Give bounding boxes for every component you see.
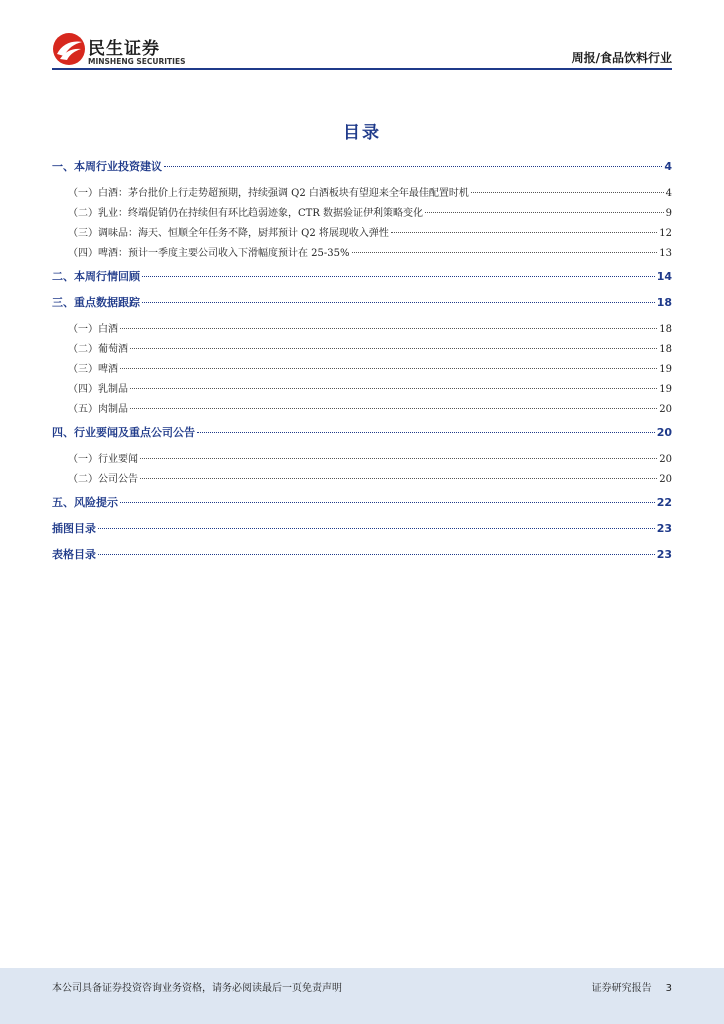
toc-leader-dots — [140, 478, 657, 479]
toc-entry-page: 22 — [656, 496, 672, 509]
toc-entry-label: 插图目录 — [52, 522, 96, 535]
toc-entry-label: （二）公司公告 — [68, 474, 138, 485]
toc-leader-dots — [130, 408, 657, 409]
footer-page-number: 3 — [665, 983, 672, 994]
toc-entry-page: 12 — [659, 228, 672, 239]
toc-entry-page: 23 — [656, 548, 672, 561]
toc-entry-label: （三）啤酒 — [68, 364, 118, 375]
toc-entry-dairy[interactable] — [68, 204, 672, 219]
toc-leader-dots — [425, 212, 664, 213]
toc-entry-label: 四、行业要闻及重点公司公告 — [52, 426, 195, 439]
toc-entry-page: 13 — [659, 248, 672, 259]
toc-leader-dots — [164, 166, 662, 167]
footer-doc-type: 证券研究报告 — [591, 983, 652, 994]
toc-entry-table-index[interactable] — [52, 546, 672, 562]
page-header — [0, 0, 724, 72]
toc-entry-data-dairy[interactable] — [68, 380, 672, 395]
toc-entry-data-beer[interactable] — [68, 360, 672, 375]
minsheng-logo — [52, 32, 192, 68]
toc-entry-page: 20 — [659, 454, 672, 465]
toc-entry-page: 20 — [659, 404, 672, 415]
toc-entry-data-meat[interactable] — [68, 400, 672, 415]
toc-entry-label: （四）啤酒：预计一季度主要公司收入下滑幅度预计在 25-35% — [68, 248, 350, 259]
toc-leader-dots — [130, 348, 657, 349]
footer-right — [578, 979, 672, 994]
toc-entry-data-wine[interactable] — [68, 340, 672, 355]
toc-entry-label: 一、本周行业投资建议 — [52, 160, 162, 173]
toc-leader-dots — [120, 368, 657, 369]
toc-entry-label: （三）调味品：海天、恒顺全年任务不降，厨邦预计 Q2 将展现收入弹性 — [68, 228, 389, 239]
footer-disclaimer: 本公司具备证券投资咨询业务资格，请务必阅读最后一页免责声明 — [52, 983, 342, 994]
toc-leader-dots — [98, 554, 655, 555]
toc-entry-label: （五）肉制品 — [68, 404, 128, 415]
toc-entry-page: 20 — [656, 426, 672, 439]
toc-entry-label: （二）乳业：终端促销仍在持续但有环比趋弱迹象，CTR 数据验证伊利策略变化 — [68, 208, 424, 219]
toc-entry-label: 三、重点数据跟踪 — [52, 296, 140, 309]
toc-leader-dots — [391, 232, 657, 233]
toc-entry-page: 19 — [659, 384, 672, 395]
toc-leader-dots — [130, 388, 657, 389]
logo-english-name: MINSHENG SECURITIES — [88, 57, 186, 66]
page-footer — [0, 968, 724, 1024]
toc-title: 目录 — [343, 123, 381, 143]
toc-entry-label: 二、本周行情回顾 — [52, 270, 140, 283]
toc-entry-page: 20 — [659, 474, 672, 485]
toc-entry-label: （二）葡萄酒 — [68, 344, 128, 355]
toc-leader-dots — [142, 302, 655, 303]
toc-entry-section-4[interactable] — [52, 424, 672, 440]
toc-entry-page: 14 — [656, 270, 672, 283]
toc-entry-label: （一）白酒 — [68, 324, 118, 335]
toc-entry-section-5[interactable] — [52, 494, 672, 510]
toc-entry-baijiu[interactable] — [68, 184, 672, 199]
toc-leader-dots — [142, 276, 655, 277]
toc-entry-page: 4 — [665, 188, 672, 199]
toc-leader-dots — [120, 502, 655, 503]
toc-entry-label: （一）行业要闻 — [68, 454, 138, 465]
toc-leader-dots — [197, 432, 655, 433]
toc-entry-data-baijiu[interactable] — [68, 320, 672, 335]
toc-leader-dots — [471, 192, 664, 193]
toc-entry-page: 18 — [659, 344, 672, 355]
toc-entry-page: 19 — [659, 364, 672, 375]
toc-entry-page: 4 — [664, 160, 672, 173]
toc-entry-section-3[interactable] — [52, 294, 672, 310]
toc-entry-page: 9 — [665, 208, 672, 219]
toc-entry-label: （四）乳制品 — [68, 384, 128, 395]
toc-entry-figure-index[interactable] — [52, 520, 672, 536]
toc-leader-dots — [98, 528, 655, 529]
toc-entry-page: 18 — [656, 296, 672, 309]
toc-entry-section-2[interactable] — [52, 268, 672, 284]
toc-entry-page: 23 — [656, 522, 672, 535]
toc-entry-section-1[interactable] — [52, 158, 672, 174]
toc-entry-beer[interactable] — [68, 244, 672, 259]
toc-entry-label: 表格目录 — [52, 548, 96, 561]
toc-entry-company-announcements[interactable] — [68, 470, 672, 485]
toc-entry-condiments[interactable] — [68, 224, 672, 239]
toc-entry-label: （一）白酒：茅台批价上行走势超预期，持续强调 Q2 白酒板块有望迎来全年最佳配置时机 — [68, 188, 469, 199]
logo-chinese-name: 民生证券 — [88, 39, 160, 59]
toc-leader-dots — [352, 252, 658, 253]
toc-leader-dots — [120, 328, 657, 329]
toc-entry-page: 18 — [659, 324, 672, 335]
header-divider — [52, 68, 672, 70]
minsheng-emblem-icon — [52, 32, 86, 66]
toc-entry-label: 五、风险提示 — [52, 496, 118, 509]
toc-entry-industry-news[interactable] — [68, 450, 672, 465]
toc-leader-dots — [140, 458, 657, 459]
report-type-title: 周报/食品饮料行业 — [571, 51, 672, 65]
